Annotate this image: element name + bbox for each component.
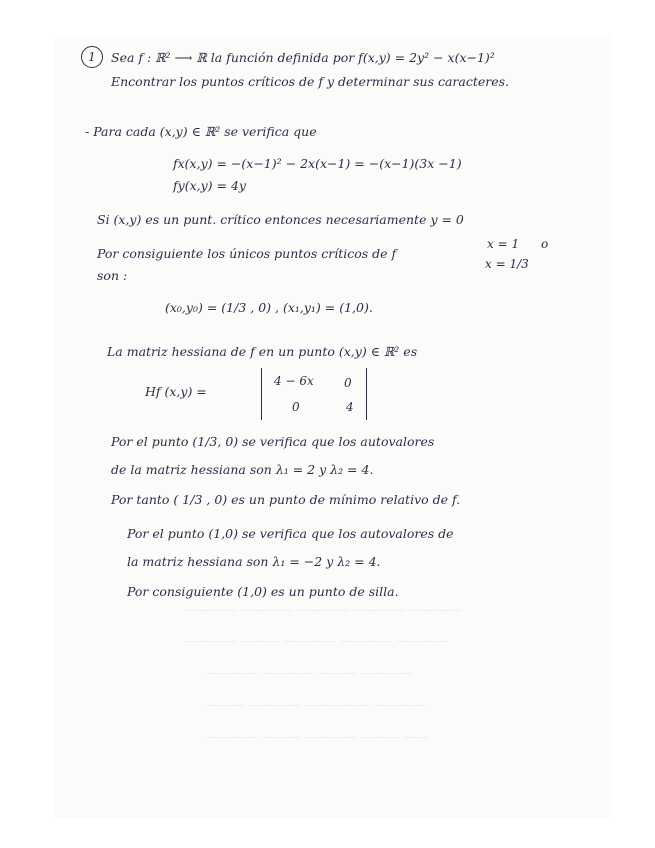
handwritten-page <box>55 38 610 816</box>
line-eigen-mixed: la matriz hessiana son λ₁ = −2 y λ₂ = 4. <box>127 554 381 569</box>
line-eigen-positive: de la matriz hessiana son λ₁ = 2 y λ₂ = 4. <box>111 462 374 477</box>
line-critical-condition: Si (x,y) es un punt. crítico entonces necesariamente y = 0 <box>97 212 464 227</box>
line-hessian-intro: La matriz hessiana de f en un punto (x,y) ∈ ℝ² es <box>107 344 418 359</box>
line-are: son : <box>97 268 128 283</box>
line-critical-points: (x₀,y₀) = (1/3 , 0) , (x₁,y₁) = (1,0). <box>165 300 373 315</box>
line-unique-points: Por consiguiente los únicos puntos críticos de f <box>97 246 397 261</box>
line-x-one: x = 1 <box>487 237 520 251</box>
line-point-one: Por el punto (1,0) se verifica que los autovalores de <box>127 526 454 541</box>
hessian-a12: 0 <box>344 376 352 390</box>
line-x-third: x = 1/3 <box>485 257 529 271</box>
line-or: o <box>541 237 549 251</box>
hessian-a22: 4 <box>346 400 354 414</box>
line-hessian-label: Hf (x,y) = <box>145 384 207 399</box>
hessian-matrix <box>261 368 367 420</box>
line-point-third: Por el punto (1/3, 0) se verifica que los autovalores <box>111 434 435 449</box>
line-fy: fy(x,y) = 4y <box>173 178 246 193</box>
line-minimum: Por tanto ( 1/3 , 0) es un punto de mínimo relativo de f. <box>111 492 461 507</box>
bleed-through-text: ———— ———— ———— ———— ———— ———— ——— ———— ———— ———— ———— ———— ——— ———— ——— ———— ————— ———— ———— ——— ———— ——— —— <box>185 603 462 745</box>
line-saddle: Por consiguiente (1,0) es un punto de silla. <box>127 584 399 599</box>
line-fx: fx(x,y) = −(x−1)² − 2x(x−1) = −(x−1)(3x −1) <box>173 156 462 171</box>
line-definition: Sea f : ℝ² ⟶ ℝ la función definida por f(x,y) = 2y² − x(x−1)² <box>111 50 495 65</box>
hessian-a21: 0 <box>292 400 300 414</box>
problem-number: 1 <box>81 46 103 68</box>
hessian-a11: 4 − 6x <box>274 374 314 388</box>
line-task: Encontrar los puntos críticos de f y determinar sus caracteres. <box>111 74 510 89</box>
line-for-each: - Para cada (x,y) ∈ ℝ² se verifica que <box>85 124 317 139</box>
